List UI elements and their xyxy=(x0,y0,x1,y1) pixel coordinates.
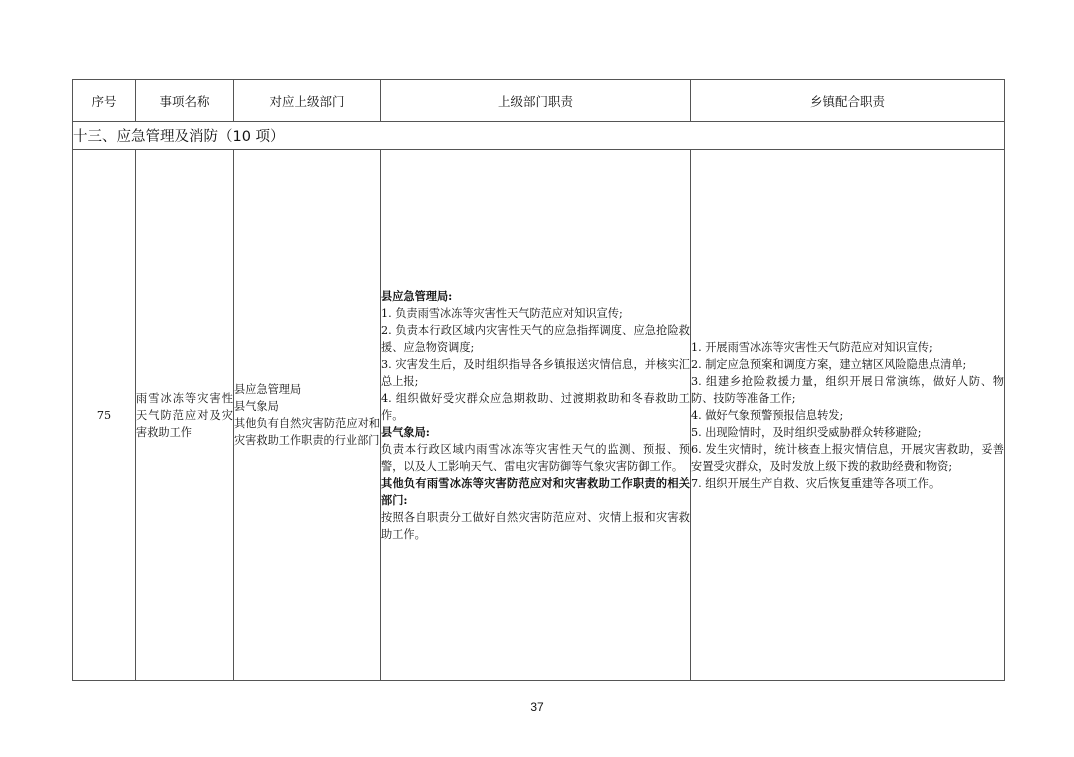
row-departments xyxy=(234,150,381,681)
duty-line: 4. 组织做好受灾群众应急期救助、过渡期救助和冬春救助工作。 xyxy=(381,391,690,422)
duty-heading: 县应急管理局: xyxy=(381,288,453,303)
township-duty-line: 6. 发生灾情时，统计核查上报灾情信息，开展灾害救助，妥善安置受灾群众，及时发放上级下拨的救助经费和物资; xyxy=(691,442,1004,473)
township-duty-line: 2. 制定应急预案和调度方案，建立辖区风险隐患点清单; xyxy=(691,357,967,371)
header-row xyxy=(73,80,1005,122)
row-number: 75 xyxy=(73,150,136,681)
row-township-duties xyxy=(691,150,1005,681)
table-row xyxy=(73,150,1005,681)
township-duty-line: 5. 出现险情时，及时组织受威胁群众转移避险; xyxy=(691,425,922,439)
section-row xyxy=(73,122,1005,150)
township-duty-line: 3. 组建乡抢险救援力量，组织开展日常演练，做好人防、物防、技防等准备工作; xyxy=(691,374,1004,405)
page-number: 37 xyxy=(530,700,544,714)
duty-line: 按照各自职责分工做好自然灾害防范应对、灾情上报和灾害救助工作。 xyxy=(381,510,690,541)
township-duty-line: 1. 开展雨雪冰冻等灾害性天气防范应对知识宣传; xyxy=(691,340,933,354)
township-duty-line: 4. 做好气象预警预报信息转发; xyxy=(691,408,844,422)
section-title: 十三、应急管理及消防（10 项） xyxy=(73,122,1005,150)
header-township-duties: 乡镇配合职责 xyxy=(691,80,1005,122)
row-superior-duties xyxy=(381,150,691,681)
department-line: 其他负有自然灾害防范应对和灾害救助工作职责的行业部门 xyxy=(234,417,380,447)
row-item-name: 雨雪冰冻等灾害性天气防范应对及灾害救助工作 xyxy=(136,150,234,681)
township-duty-line: 7. 组织开展生产自救、灾后恢复重建等各项工作。 xyxy=(691,476,941,490)
header-number: 序号 xyxy=(73,80,136,122)
header-superior-duties: 上级部门职责 xyxy=(381,80,691,122)
duty-line: 负责本行政区域内雨雪冰冻等灾害性天气的监测、预报、预警，以及人工影响天气、雷电灾害防御等气象灾害防御工作。 xyxy=(381,442,690,473)
duties-table xyxy=(72,79,1005,681)
duty-line: 2. 负责本行政区域内灾害性天气的应急指挥调度、应急抢险救援、应急物资调度; xyxy=(381,323,690,354)
department-line: 县应急管理局 xyxy=(234,383,302,396)
department-line: 县气象局 xyxy=(234,400,279,413)
duty-heading: 其他负有雨雪冰冻等灾害防范应对和灾害救助工作职责的相关部门: xyxy=(381,475,690,507)
duty-heading: 县气象局: xyxy=(381,424,430,439)
header-item-name: 事项名称 xyxy=(136,80,234,122)
duty-line: 1. 负责雨雪冰冻等灾害性天气防范应对知识宣传; xyxy=(381,306,623,320)
duty-line: 3. 灾害发生后，及时组织指导各乡镇报送灾情信息，并核实汇总上报; xyxy=(381,357,690,388)
header-department: 对应上级部门 xyxy=(234,80,381,122)
